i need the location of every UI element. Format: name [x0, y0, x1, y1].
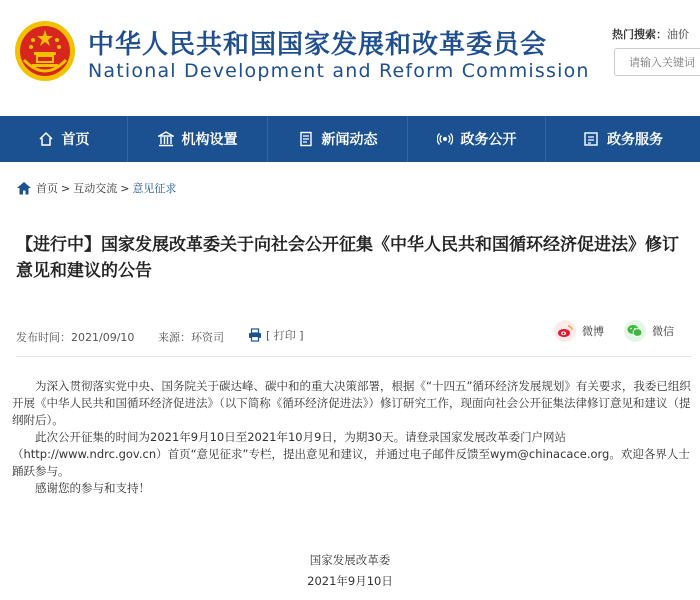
- print-button[interactable]: [248, 327, 304, 343]
- article-paragraph: 此次公开征集的时间为2021年9月10日至2021年10月9日，为期30天。请登录国家发展改革委门户网站（http://www.ndrc.gov.cn）首页“意见征求”专栏，提出意见和建议，并通过电子邮件反馈至wym@chinacace.org。欢迎各界人士踊跃参与。: [12, 430, 690, 478]
- search-input[interactable]: [614, 48, 700, 76]
- article-title: 【进行中】国家发展改革委关于向社会公开征集《中华人民共和国循环经济促进法》修订意见和建议的公告: [16, 235, 679, 281]
- nav-label: 首页: [61, 132, 90, 148]
- print-label: [ 打印 ]: [266, 329, 304, 342]
- nav-label: 新闻动态: [321, 132, 378, 148]
- site-title-english[interactable]: National Development and Reform Commission: [88, 60, 590, 82]
- breadcrumb: [16, 180, 176, 196]
- broadcast-icon: [437, 131, 453, 147]
- breadcrumb-interaction-link[interactable]: 互动交流: [73, 182, 118, 195]
- meta-divider: [16, 356, 692, 357]
- nav-label: 政务公开: [460, 132, 517, 148]
- site-title-chinese[interactable]: 中华人民共和国国家发展和改革委员会: [88, 30, 548, 60]
- nav-item-services[interactable]: [546, 116, 700, 162]
- hot-search-label: 热门搜索：: [612, 28, 667, 41]
- nav-label: 政务服务: [607, 132, 663, 148]
- share-weibo-label: 微博: [582, 325, 604, 338]
- share-wechat-label: 微信: [652, 325, 674, 338]
- building-icon: [158, 131, 174, 147]
- nav-item-home[interactable]: [0, 116, 128, 162]
- national-emblem-logo[interactable]: [14, 20, 76, 82]
- breadcrumb-separator: >: [61, 181, 71, 195]
- article-meta: [16, 326, 692, 346]
- hot-search-term-link[interactable]: 油价: [667, 28, 689, 41]
- breadcrumb-home-link[interactable]: 首页: [36, 182, 58, 195]
- publish-date: 发布时间：2021/09/10: [16, 331, 135, 344]
- article-sign-date: 2021年9月10日: [307, 574, 393, 588]
- wechat-icon: [624, 320, 646, 342]
- article-body: [12, 378, 692, 497]
- printer-icon: [248, 328, 262, 342]
- nav-item-organization[interactable]: [128, 116, 268, 162]
- document-icon: [298, 131, 314, 147]
- weibo-icon: [554, 320, 576, 342]
- home-icon: [16, 181, 32, 195]
- article-signature: 国家发展改革委: [309, 553, 391, 567]
- home-icon: [38, 131, 54, 147]
- article-source: 来源：环资司: [158, 331, 224, 344]
- service-icon: [583, 131, 599, 147]
- article-paragraph: 感谢您的参与和支持！: [35, 481, 150, 495]
- hot-search: [612, 26, 689, 42]
- site-header: [0, 0, 700, 116]
- article-paragraph: 为深入贯彻落实党中央、国务院关于碳达峰、碳中和的重大决策部署，根据《“十四五”循环经济发展规划》有关要求，我委已组织开展《中华人民共和国循环经济促进法》（以下简称《循环经济促进法》）修订研究工作，现面向社会公开征集法律修订意见和建议（提纲附后）。: [12, 379, 691, 427]
- nav-label: 机构设置: [181, 132, 238, 148]
- nav-item-news[interactable]: [268, 116, 408, 162]
- breadcrumb-separator: >: [120, 181, 130, 195]
- nav-item-public-affairs[interactable]: [408, 116, 546, 162]
- share-weibo-button[interactable]: [554, 320, 604, 342]
- share-wechat-button[interactable]: [624, 320, 674, 342]
- breadcrumb-current-link[interactable]: 意见征求: [132, 182, 177, 195]
- main-nav: [0, 116, 700, 162]
